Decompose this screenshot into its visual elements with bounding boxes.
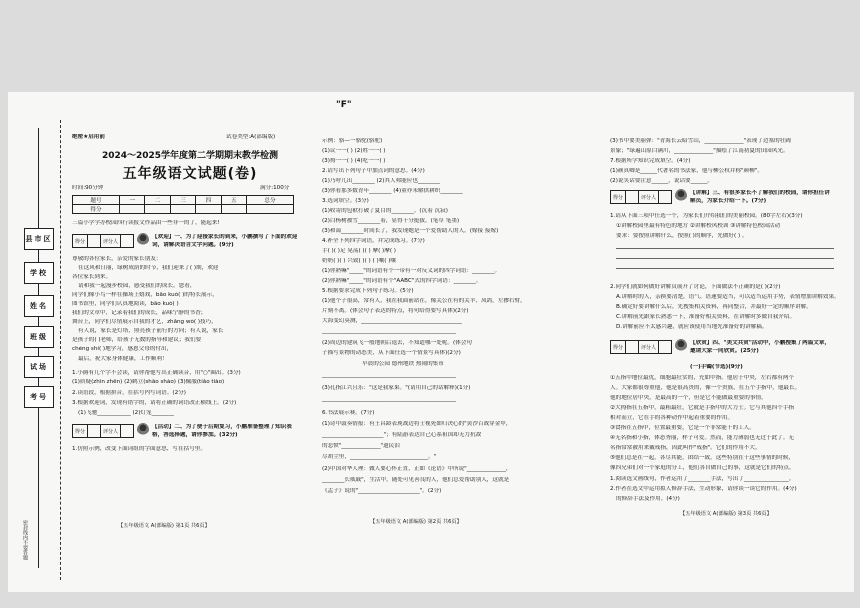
question-line: (2)白杨树被雪________着，显得十分挺拔。(笔草 笔墨) [322, 218, 460, 224]
question-line: (2)说笑话要注意______，说话要______。 [610, 178, 714, 184]
score-box-label: 得分 [611, 341, 626, 353]
question-line: 的悲愤"______________"遗民泪 [322, 443, 400, 449]
passage-line: ②大拇指在五指中，最粗最壮，它就是手指中的大力士。它与其他四个手指 [610, 405, 795, 411]
table-cell: 四 [196, 196, 221, 205]
page-footer: 【五年级语文 A(部编版) 第1页 共6页】 [118, 523, 210, 529]
text-line: 我们的文章中，记录着我们的成长，品味宁静的书香； [72, 310, 207, 316]
question-line: 6.书法展示赛。(7分) [322, 410, 375, 416]
text-line: chéng shí( )地学习，感恩父母的付出， [72, 346, 173, 352]
score-table [72, 195, 294, 214]
question-line: 2.作者在选文中运用拟人修辞手法，生动形象，请你谈一谈它的作用。(4分) [610, 486, 797, 492]
text-line: 有人说，家长是灯塔，照亮孩子前行的方向；有人说，家长 [78, 328, 224, 334]
passage-line: ④无名指和小指，体态秀丽，样子可爱。然而，能力薄弱也无过于此了。无 [610, 435, 795, 441]
answer-underline [616, 258, 834, 259]
question-line: 7.根据所学知识完成填空。(4分) [610, 158, 691, 164]
grader-label: 评分人 [101, 425, 121, 437]
score-table-row [73, 205, 294, 214]
table-cell [221, 205, 246, 214]
grader-blank [121, 425, 133, 437]
question-line: 手( )( )足 晃荡( )( ) 摩( )摩( ) [322, 248, 396, 254]
question-line: 子描写景物的动态美，从下面任选一个情景写具体)(2分) [322, 350, 461, 356]
passage-line: 名指常常被用来戴戒指，因此叫作"戒指"。它们的作用不大。 [610, 445, 761, 451]
option-line: B.确定好要讲解什么后，先搜集相关资料，再同整合，并最好一定的顺序讲解。 [616, 304, 812, 310]
question-line: 的修辞手法及作用。(4分) [616, 496, 680, 502]
question-line: 2.同学们就如何做好讲解员展开了讨论，下面做法不正确的是( )(2分) [610, 284, 781, 290]
text-line: 尊敬的各位家长，亲爱的家长朋友： [72, 256, 162, 262]
text-line: 在这风和日丽，绿树成荫的时节，我们迎来了( )期，欢迎 [78, 265, 219, 271]
table-cell: 总分 [247, 196, 294, 205]
answer-underline [616, 248, 834, 249]
text-line: 图书馆里，同学们认真地阅读，bāo kuò( ) [72, 301, 179, 307]
question-line: 奶奶( )( ) 兴致( )( ) ( )嚷( )嚷 [322, 258, 396, 264]
question-line: 《孟子》说的"______________________"。(2分) [322, 488, 442, 494]
question-line: (1)颜真卿是______代著名的书法家，他与柳公权并称"颜柳"。 [610, 168, 763, 174]
page-footer: 【五年级语文 A(部编版) 第2页 共6页】 [370, 519, 462, 525]
question-line: (3)孔指江兴且乐："这是我家果。"(请用自己的话解释)(1分) [322, 385, 471, 391]
section-heading: 解员，为家长介绍一下。(7分) [690, 198, 767, 204]
question-line: (1)你熟嘛"_____"的词语有个一带有一对反义词的四字词语：________。 [322, 268, 501, 274]
question-line: 1.请从下面三项中任选一个，为家长们介绍我们的美丽校园。(80字左右)(3分) [610, 213, 803, 219]
text-line: 最后，祝大家身体健康，工作顺利！ [78, 356, 168, 362]
paper-type: 试卷类型:A(部编版) [226, 134, 276, 140]
passage-line: ①五指中地位最优，细胞最壮实的，充如中指。他居于中央，左右都有两个 [610, 375, 795, 381]
question-line: (2)周边的建筑飞一般地朝后退去，不知道哪一处呢。(体会句 [322, 340, 472, 346]
passage-line: 他的地位居中央，是最高的一个，但是它不能做最重要的事情。 [610, 395, 767, 401]
section-heading: 【讲解】三、有很多家长不了解我们的校园，请你担任讲 [690, 190, 830, 196]
confidential-mark: 绝密★启用前 [72, 134, 105, 140]
section-heading: 词，请解决语言文字问题。(9分) [152, 242, 234, 248]
binding-line [38, 128, 39, 568]
exam-number-label: 考号 [24, 386, 54, 408]
question-line: (3)和蔼________时间长了，我发现她是一个爱帮助人的人。(嫁接 接嫁) [322, 228, 499, 234]
table-cell [196, 205, 221, 214]
name-label: 姓名 [24, 295, 54, 317]
table-cell [247, 205, 294, 214]
school-label: 学校 [24, 262, 54, 284]
grader-label: 评分人 [639, 191, 659, 203]
question-line: (1)议一一( ) (2)姓一一( ) [322, 148, 386, 154]
table-cell: 题号 [73, 196, 120, 205]
question-line: (1)他个子很高，常有人，我在我面前站在，像关公在有的关羊，凤鸽，左掺右臂， [322, 298, 526, 304]
question-line: 尽胡尘里，____________________________。" [322, 454, 437, 460]
passage-line: ③食指在五指中，位置最重要，它是一个非常能干的工人。 [610, 425, 755, 431]
answer-line: ________________________________________________ [322, 372, 457, 378]
text-line: 是孩子的( )老师，给孩子无数的指导和建议；我们要 [72, 337, 202, 343]
county-label: 县市区 [24, 228, 54, 250]
score-box-label: 得分 [611, 191, 626, 203]
passage-line: 相对而立，它在手的各种动作中起着重要的作用。 [610, 415, 734, 421]
question-line: (1)质疑(zhìn zhēn) (2)鹤立(shāo shào) (3)佩服(tiǎo tiào) [72, 379, 225, 385]
passage-line: 人。大家都很尊重他，他是很高贵的，像一个贵族，在五个手指中，他最长。 [610, 385, 801, 391]
student-avatar-icon [675, 189, 687, 203]
passage-line: ⑤他们总是在一起，各尽其能，团结一致。这些特别在干这些事情的时候， [610, 455, 795, 461]
question-line: 5.根据要求完成下列句子练习。(5分) [322, 288, 414, 294]
question-line: ______________________"；有陆游表达自己心系祖国却无力抗敌 [322, 432, 482, 438]
score-box [610, 340, 672, 354]
grader-blank [121, 235, 133, 247]
table-cell [170, 205, 195, 214]
page-footer: 【五年级语文 A(部编版) 第3页 共6页】 [680, 511, 772, 517]
question-line: (3)你看那多数青年________ (4)童亦未解供耕织________ [322, 188, 463, 194]
text-line: 舞台上，同学们尽情展示自我的才艺，zhǎng wò( )技巧， [72, 319, 217, 325]
text-line: 三篇小学学办校园四行读报文作品由一些非一的了，能起来! [72, 220, 220, 226]
binding-note: 密封线内不要答题 [22, 520, 28, 560]
score-box [72, 424, 134, 438]
passage-line: 像四兄弟们对一个家庭的分工，他们各自做自己的事，这就是它们的特点。 [610, 465, 795, 471]
option-line: C.讲解前先跟家长熟悉一下，准备好相关资料，在讲解时多做自我介绍。 [616, 314, 796, 320]
table-cell: 二 [145, 196, 170, 205]
score-box [610, 190, 672, 204]
question-line: 3.选词填空。(3分) [322, 198, 369, 204]
question-line: 大海变幻莫测，____________________________________ [322, 318, 462, 324]
text-line: 请和我一起漫步校园，感受我们的成长。您看， [78, 283, 196, 289]
student-avatar-icon [675, 339, 687, 353]
section-heading: 格，答选择题，请你参加。(32分) [152, 432, 238, 438]
question-line: 1.仿照示例，改变下面词组的字面意思，写在括号里。 [72, 446, 206, 452]
question-line: 早晨的公园 德州地铁 热闹的集市 [362, 361, 444, 367]
table-cell: 得分 [73, 205, 120, 214]
question-line: 景象；"绿遍山原白满川，______________"描绘了江南初夏的田园风光。 [610, 148, 789, 154]
table-cell: 五 [221, 196, 246, 205]
question-line: ①讲解校园里最有特色的地方 ②讲解校风校训 ③讲解特色校园活动 [616, 223, 781, 229]
table-cell: 三 [170, 196, 195, 205]
question-line: 2.读语段，根据拼音，在括号内写词语。(2分) [72, 390, 186, 396]
question-line: 3.根据欢迎词，发现有错字的，请将正确的词语改正横线上。(2分) [72, 400, 237, 406]
question-line: 片刻不离。(体会句子表达的特点，将句给得要写具体)(2分) [322, 308, 469, 314]
question-line: 示例：骆—一骆驼(骆驼) [322, 138, 383, 144]
section-heading: 【活动】二、为了便于后期复习，小鹏准备整理了知识表 [152, 424, 292, 430]
grader-blank [659, 341, 671, 353]
question-line: (2)中国对华人理：做人要心怀正直，正如《论语》中所说"______________， [322, 466, 512, 472]
full-score: 满分:100分 [260, 185, 290, 191]
table-cell: 一 [119, 196, 144, 205]
answer-line: ________________________________________________ [322, 328, 457, 334]
stray-mark: "F" [336, 100, 352, 110]
exam-room-label: 试场 [24, 356, 54, 378]
score-box-label: 得分 [73, 425, 88, 437]
option-line: A.讲解时的人，亲换要清楚，语气、语速要适当，可以适当运用手势，表情增加讲解效果。 [616, 294, 840, 300]
question-line: 2.请写出下列句子中加点词的意思。(4分) [322, 168, 425, 174]
table-cell [145, 205, 170, 214]
answer-underline [616, 268, 834, 269]
question-line: (2)你熟嘛"_____"的词语有个"AABC"式的四字词语：________。 [322, 278, 482, 284]
student-avatar-icon [137, 233, 149, 247]
question-line: (1)飞驰____________ (2)灯笼________ [78, 410, 174, 416]
passage-title: (一)手镯(节选)(9分) [690, 364, 743, 370]
score-table-header [73, 196, 294, 205]
table-cell [119, 205, 144, 214]
question-line: (3)拇一一( ) (4)吃一一( ) [322, 158, 386, 164]
question-line: (1)诗中鼓奏情报：有王昌龄表现战边将士视死如归决心的"黄沙百战穿金甲， [322, 421, 512, 427]
score-box-label: 得分 [73, 235, 88, 247]
section-heading: 邀请大家一同欣赏。(25分) [690, 348, 759, 354]
question-line: 1.小爵有几个字不会读，请你帮他写出正确读音，用"○"圈出。(3分) [72, 370, 241, 376]
question-line: (3)书中要美丽弹："青海长云暗雪山，______________"表现了边塞的壮阔 [610, 138, 791, 144]
grader-label: 评分人 [639, 341, 659, 353]
question-line: ________长威戚"，生活中，随处可见善良的人，他们总爱帮助别人，这就是 [322, 477, 510, 483]
question-line: (1)收寄的包袱打破了夏目的________。(沉着 沉寂) [322, 208, 448, 214]
section-heading: 【欣赏】四、"美文共赏"活动中，小鹏搜集了两篇文章， [690, 340, 831, 346]
score-box [72, 234, 134, 248]
question-line: 1.阅读选文画线句，作者运用了________手法，写出了________________。 [610, 476, 795, 482]
paper-title: 五年级语文试题(卷) [122, 166, 258, 182]
score-box-blank [88, 425, 101, 437]
question-line: 4.补全下列四字词语，并完成练习。(7分) [322, 238, 425, 244]
question-line: (1)乃呼儿出________ (2)其人弗能应也________ [322, 178, 441, 184]
grader-blank [659, 191, 671, 203]
answer-line: ________________________________________________ [322, 396, 457, 402]
question-line: 要求：要按照讲解什么，按照( )的顺序，先做好( ) 。 [616, 233, 748, 239]
option-line: D.讲解前应不太感兴趣，就应该使用当地先准备好的讲解稿。 [616, 324, 768, 330]
grader-label: 评分人 [101, 235, 121, 247]
student-avatar-icon [137, 423, 149, 437]
text-line: 各位家长到来。 [72, 274, 112, 280]
exam-title: 2024～2025学年度第二学期期末教学检测 [101, 151, 279, 161]
class-label: 班级 [24, 326, 54, 348]
section-heading: 【欢迎】一、为了迎接家长的到来，小鹏撰写了下面的欢迎 [152, 234, 298, 240]
score-box-blank [88, 235, 101, 247]
text-line: 同学们像小鸟一样在操场上嬉戏，bāo kuò( )的特长展示， [72, 292, 218, 298]
score-box-blank [626, 191, 639, 203]
score-box-blank [626, 341, 639, 353]
exam-time: 时间:90分钟 [72, 185, 104, 191]
